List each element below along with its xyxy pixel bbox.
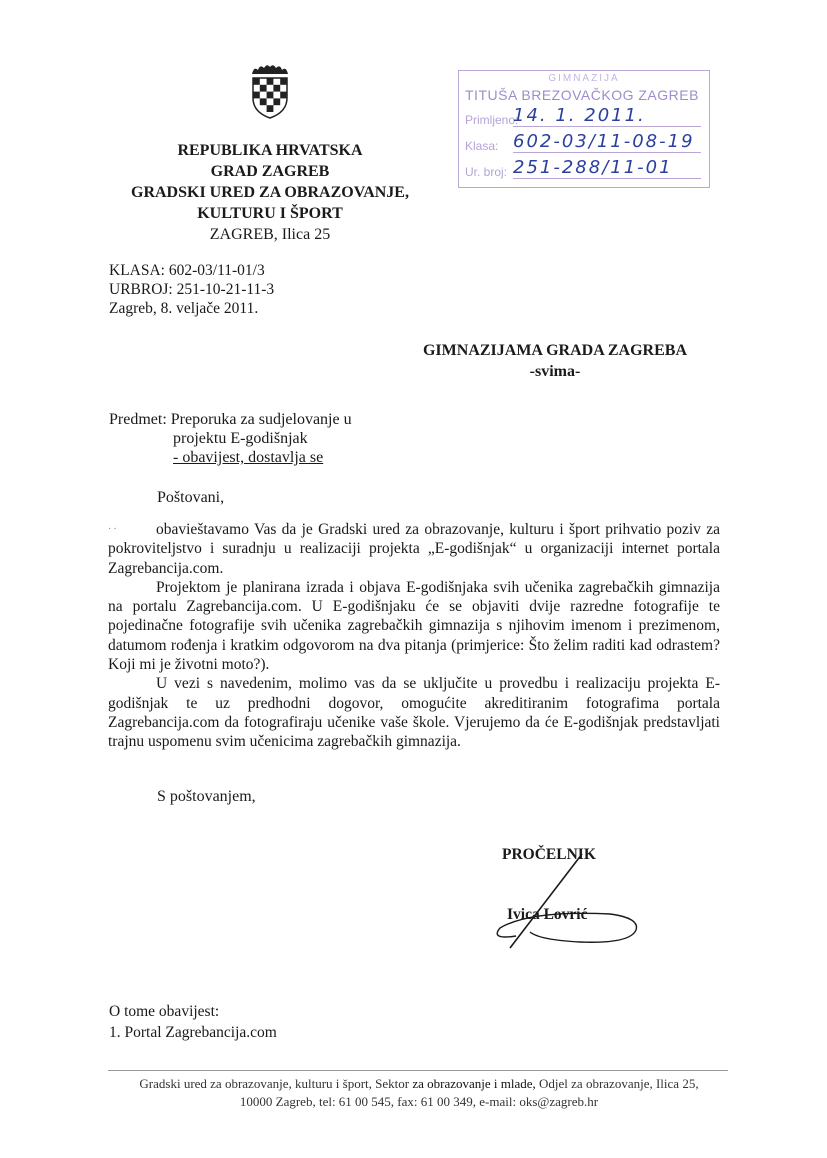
subject-line: Predmet: Preporuka za sudjelovanje u (109, 411, 352, 428)
reference-block (109, 261, 274, 318)
letterhead-line: KULTURU I ŠPORT (197, 205, 343, 222)
letter-body (108, 520, 720, 752)
letterhead-line: REPUBLIKA HRVATSKA (177, 142, 363, 159)
letterhead-line: GRADSKI URED ZA OBRAZOVANJE, (131, 184, 409, 201)
addressee-sub: -svima- (529, 363, 581, 380)
closing: S poštovanjem, (157, 788, 256, 805)
letterhead (100, 140, 440, 245)
coat-of-arms-icon (250, 62, 290, 120)
stamp-urbroj-row (465, 157, 701, 179)
notice-label: O tome obavijest: (109, 1003, 220, 1020)
stamp-school-type: GIMNAZIJA (548, 73, 620, 84)
body-paragraph: U vezi s navedenim, molimo vas da se uključite u provedbu i realizaciju projekta E-godišnjak te uz predhodni dogovor, omogućite akreditiranim fotografima portala Zagrebancija.com da fotografiraju učenike vaše škole. Vjerujemo da će E-godišnjak predstavljati trajnu uspomenu svim učenicima zagrebačkih gimnazija. (108, 675, 720, 751)
footer-line-1 (100, 1075, 738, 1093)
letterhead-line: GRAD ZAGREB (210, 163, 330, 180)
stamp-school-name: TITUŠA BREZOVAČKOG ZAGREB (465, 87, 699, 103)
stamp-received-label: Primljeno: (465, 113, 519, 127)
signatory-name: Ivica Lovrić (507, 906, 588, 923)
stamp-urbroj-value: 251-288/11-01 (513, 157, 701, 179)
body-paragraph: obavieštavamo Vas da je Gradski ured za obrazovanje, kulturu i šport prihvatio poziv za pokroviteljstvo i suradnju u realizaciji projekta „E-godišnjak“ u organizaciji internet portala Zagrebancija.com. (108, 521, 720, 577)
subject (109, 410, 352, 467)
footer-text: Odjel za obrazovanje, Ilica 25, (535, 1076, 699, 1091)
stamp-klasa-row (465, 131, 701, 153)
signature-icon (470, 852, 650, 952)
footer-text: za obrazovanje i mlade, (412, 1076, 536, 1091)
greeting: Poštovani, (157, 489, 225, 506)
received-stamp (458, 70, 710, 188)
stamp-klasa-value: 602-03/11-08-19 (513, 131, 701, 153)
subject-line: - obavijest, dostavlja se (173, 449, 324, 466)
notice-list (109, 1001, 277, 1043)
signatory-title: PROČELNIK (502, 846, 596, 863)
footer-text: Gradski ured za obrazovanje, kulturu i šport, Sektor (139, 1076, 413, 1091)
stamp-received-value: 14. 1. 2011. (513, 105, 701, 127)
footer-divider (108, 1070, 728, 1071)
footer (100, 1075, 738, 1111)
klasa: KLASA: 602-03/11-01/3 (109, 262, 265, 279)
stamp-received-row (465, 105, 701, 127)
notice-item: 1. Portal Zagrebancija.com (109, 1024, 277, 1041)
footer-line-2: 10000 Zagreb, tel: 61 00 545, fax: 61 00 349, e-mail: oks@zagreb.hr (239, 1094, 599, 1109)
subject-line: projektu E-godišnjak (173, 430, 308, 447)
body-paragraph: Projektom je planirana izrada i objava E-godišnjaka svih učenika zagrebačkih gimnazija na portalu Zagrebancija.com. U E-godišnjaku će se objaviti dvije razredne fotografije te pojedinačne fotografije svih učenika zagrebačkih gimnazija s njihovim imenom i prezimenom, datumom rođenja i kratkim odgovorom na dva pitanja (primjerice: Što želim raditi kad odrastem? Koji mi je životni moto?). (108, 578, 720, 674)
stamp-urbroj-label: Ur. broj: (465, 165, 508, 179)
scan-marks: ·· (108, 524, 119, 535)
urbroj: URBROJ: 251-10-21-11-3 (109, 281, 275, 298)
letter-date: Zagreb, 8. veljače 2011. (109, 300, 259, 317)
addressee (410, 340, 700, 382)
addressee-name: GIMNAZIJAMA GRADA ZAGREBA (422, 342, 687, 359)
letterhead-address: ZAGREB, Ilica 25 (209, 226, 331, 243)
stamp-klasa-label: Klasa: (465, 139, 499, 153)
